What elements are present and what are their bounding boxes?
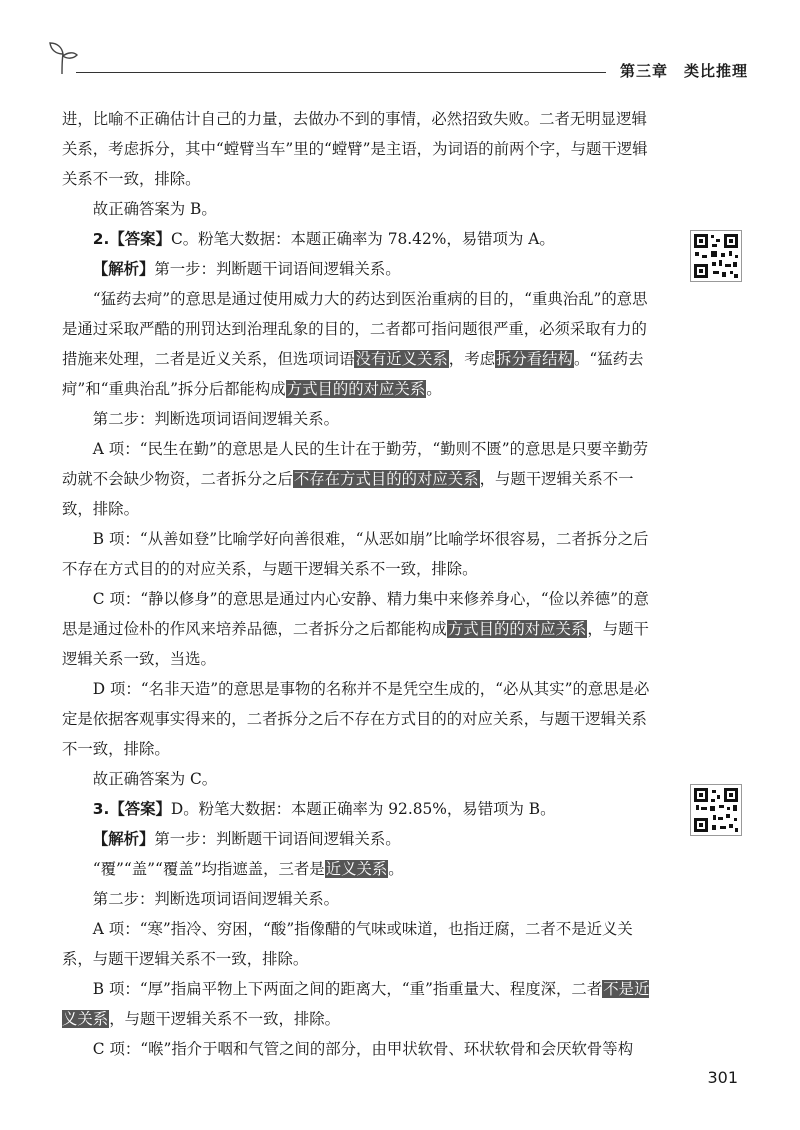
text-run: 第一步：判断题干词语间逻辑关系。	[154, 830, 401, 848]
page-header	[48, 40, 748, 84]
text-run: D。粉笔大数据：本题正确率为 92.85%，易错项为 B。	[170, 800, 556, 818]
paragraph-p5	[62, 284, 662, 404]
paragraph-p3	[62, 224, 662, 254]
text-run: C。粉笔大数据：本题正确率为 78.42%，易错项为 A。	[170, 230, 555, 248]
paragraph-p7	[62, 434, 662, 524]
paragraph-p12	[62, 794, 662, 824]
text-run: 。	[388, 860, 404, 878]
text-run: 第一步：判断题干词语间逻辑关系。	[154, 260, 401, 278]
paragraph-p17	[62, 974, 662, 1034]
paragraph-p14	[62, 854, 662, 884]
text-run: ，与题干逻辑关系不一致，排除。	[109, 1010, 341, 1028]
paragraph-p10	[62, 674, 662, 764]
text-run: A 项：“民生在勤”的意思是人民的生计在于勤劳，“勤则不匮”的意思是只要辛勤劳动就不会缺少物资，二者拆分之后	[62, 440, 649, 488]
text-run: 故正确答案为 B。	[92, 200, 217, 218]
text-run: A 项：“寒”指冷、穷困，“酸”指像醋的气味或味道，也指迂腐，二者不是近义关系，与题干逻辑关系不一致，排除。	[62, 920, 633, 968]
answer-label: 答案	[124, 230, 156, 248]
paragraph-p16	[62, 914, 662, 974]
answer-label: 【解析】	[92, 260, 155, 278]
qr-code-icon[interactable]	[690, 784, 742, 836]
answer-label: 【解析】	[92, 830, 155, 848]
paragraph-p8	[62, 524, 662, 584]
text-run: C 项：“喉”指介于咽和气管之间的部分，由甲状软骨、环状软骨和会厌软骨等构	[92, 1040, 634, 1058]
answer-label: 】	[155, 230, 171, 248]
paragraph-p13	[62, 824, 662, 854]
chapter-number: 第三章	[619, 62, 668, 80]
text-run: ，与题干逻辑关系一致，当选。	[62, 620, 649, 668]
leaf-icon	[48, 40, 78, 76]
paragraph-p9	[62, 584, 662, 674]
text-run: 进，比喻不正确估计自己的力量，去做办不到的事情，必然招致失败。二者无明显逻辑关系，考虑拆分，其中“螳臂当车”里的“螳臂”是主语，为词语的前两个字，与题干逻辑关系不一致，排除。	[62, 110, 648, 188]
text-run: 第二步：判断选项词语间逻辑关系。	[92, 890, 340, 908]
text-run: “覆”“盖”“覆盖”均指遮盖，三者是	[92, 860, 325, 878]
highlighted-keyword: 不存在方式目的的对应关系	[293, 470, 479, 488]
chapter-heading	[620, 60, 748, 81]
text-run: “猛药去疴”的意思是通过使用威力大的药达到医治重病的目的，“重典治乱”的意思是通过采取严酷的刑罚达到治理乱象的目的，二者都可指问题很严重，必须采取有力的措施来处理，二者是近义关系，但选项词语	[62, 290, 648, 368]
text-run: B 项：“从善如登”比喻学好向善很难，“从恶如崩”比喻学坏很容易，二者拆分之后不存在方式目的的对应关系，与题干逻辑关系不一致，排除。	[62, 530, 649, 578]
text-run: D 项：“名非天造”的意思是事物的名称并不是凭空生成的，“必从其实”的意思是必定是依据客观事实得来的，二者拆分之后不存在方式目的的对应关系，与题干逻辑关系不一致，排除。	[62, 680, 650, 758]
text-run: ，与题干逻辑关系不一致，排除。	[62, 470, 634, 518]
text-run: ，考虑	[448, 350, 495, 368]
paragraph-p4	[62, 254, 662, 284]
answer-label: 2.【	[92, 230, 125, 248]
answer-label: 3.【答案】	[92, 800, 171, 818]
highlighted-keyword: 拆分看结构	[495, 350, 573, 368]
header-rule	[76, 72, 606, 73]
paragraph-p2	[62, 194, 662, 224]
text-run: 故正确答案为 C。	[92, 770, 218, 788]
text-run: 。	[426, 380, 442, 398]
paragraph-p18	[62, 1034, 662, 1064]
answer-explanation-text	[62, 104, 662, 1064]
text-run: 第二步：判断选项词语间逻辑关系。	[92, 410, 340, 428]
text-run: 。“猛药去疴”和“重典治乱”拆分后都能构成	[62, 350, 644, 398]
qr-code-icon[interactable]	[690, 230, 742, 282]
highlighted-keyword: 近义关系	[325, 860, 388, 878]
paragraph-p11	[62, 764, 662, 794]
highlighted-keyword: 方式目的的对应关系	[447, 620, 587, 638]
paragraph-p6	[62, 404, 662, 434]
text-run: C 项：“静以修身”的意思是通过内心安静、精力集中来修养身心，“俭以养德”的意思是通过俭朴的作风来培养品德，二者拆分之后都能构成	[62, 590, 649, 638]
highlighted-keyword: 没有近义关系	[355, 350, 448, 368]
highlighted-keyword: 不是近义关系	[62, 980, 650, 1028]
text-run: B 项：“厚”指扁平物上下两面之间的距离大，“重”指重量大、程度深，二者	[92, 980, 603, 998]
paragraph-p1	[62, 104, 662, 194]
paragraph-p15	[62, 884, 662, 914]
chapter-title: 类比推理	[683, 62, 748, 80]
page-number: 301	[707, 1068, 738, 1087]
highlighted-keyword: 方式目的的对应关系	[286, 380, 426, 398]
